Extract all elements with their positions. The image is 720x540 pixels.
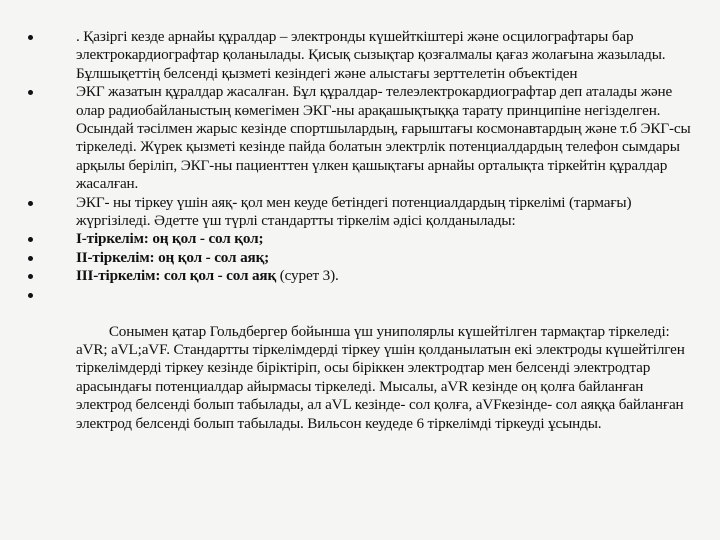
lead-definition: ІІІ-тіркелім: сол қол - сол аяқ <box>76 267 277 285</box>
lead-suffix: (сурет 3). <box>276 267 339 285</box>
bullet-dot-icon <box>28 201 33 206</box>
bullet-item-lead-2 <box>28 249 698 267</box>
bullet-dot-icon <box>28 35 33 40</box>
lead-definition: ІІ-тіркелім: оң қол - сол аяқ; <box>76 248 270 266</box>
bullet-dot-icon <box>28 237 33 242</box>
bullet-item-telecardiograph <box>28 83 698 193</box>
bullet-dot-icon <box>28 293 33 298</box>
bullet-list <box>28 28 698 451</box>
bullet-item-lead-3 <box>28 267 698 285</box>
bullet-item-lead-1 <box>28 230 698 248</box>
paragraph-text: . Қазіргі кезде арнайы құралдар – электронды күшейткіштері және осцилографтары бар электрокардиографтар қоланылады. Қисық сызықтар қозғалмалы қағаз жолағына жазылады. Бұлшықеттің белсенді қызметі кезіндегі және алыстағы зерттелетін объектіден <box>76 28 666 82</box>
bullet-dot-icon <box>28 90 33 95</box>
paragraph-text: Сонымен қатар Гольдбергер бойынша үш униполярлы күшейтілген тармақтар тіркеледі: aVR; aVL;aVF. Стандартты тіркелімдерді тіркеу үшін қолданылатын екі электроды күшейтілген тіркелімдерді тіркеу кезінде біріктіріп, осы біріккен электродтар мен белсенді электродтар арасындағы потенциалдар айырмасы тіркеледі. Мысалы, aVR кезінде оң қолға байланған электрод белсенді болып табылады, ал aVL кезінде- сол қолға, aVFкезінде- сол аяққа байланған электрод белсенді болып табылады. Вильсон кеудеде 6 тіркелімді тіркеуді ұсынды. <box>76 322 689 432</box>
paragraph-text: ЭКГ- ны тіркеу үшін аяқ- қол мен кеуде бетіндегі потенциалдардың тіркелімі (тармағы) жүргізіледі. Әдетте үш түрлі стандартты тіркелім әдісі қолданылады: <box>76 193 632 230</box>
bullet-item-goldberger <box>28 286 698 452</box>
bullet-item-leads <box>28 194 698 231</box>
paragraph-text: ЭКГ жазатын құралдар жасалған. Бұл құралдар- телеэлектрокардиографтар деп аталады және олар радиобайланыстың көмегімен ЭКГ-ны арақашықтыққа тарату принципіне негізделген. Осындай тәсілмен жарыс кезінде спортшылардың, ғарыштағы космонавтардың және т.б ЭКГ-сы тіркеледі. Жүрек қызметі кезінде пайда болатын электрлік потенциалдардың телефон сымдары арқылы беріліп, ЭКГ-ны пациенттен үлкен қашықтағы арнайы орталықта тіркейтін құралдар жасалған. <box>76 83 691 193</box>
lead-definition: І-тіркелім: оң қол - сол қол; <box>76 230 264 248</box>
bullet-item-intro <box>28 28 698 83</box>
bullet-dot-icon <box>28 274 33 279</box>
bullet-dot-icon <box>28 256 33 261</box>
